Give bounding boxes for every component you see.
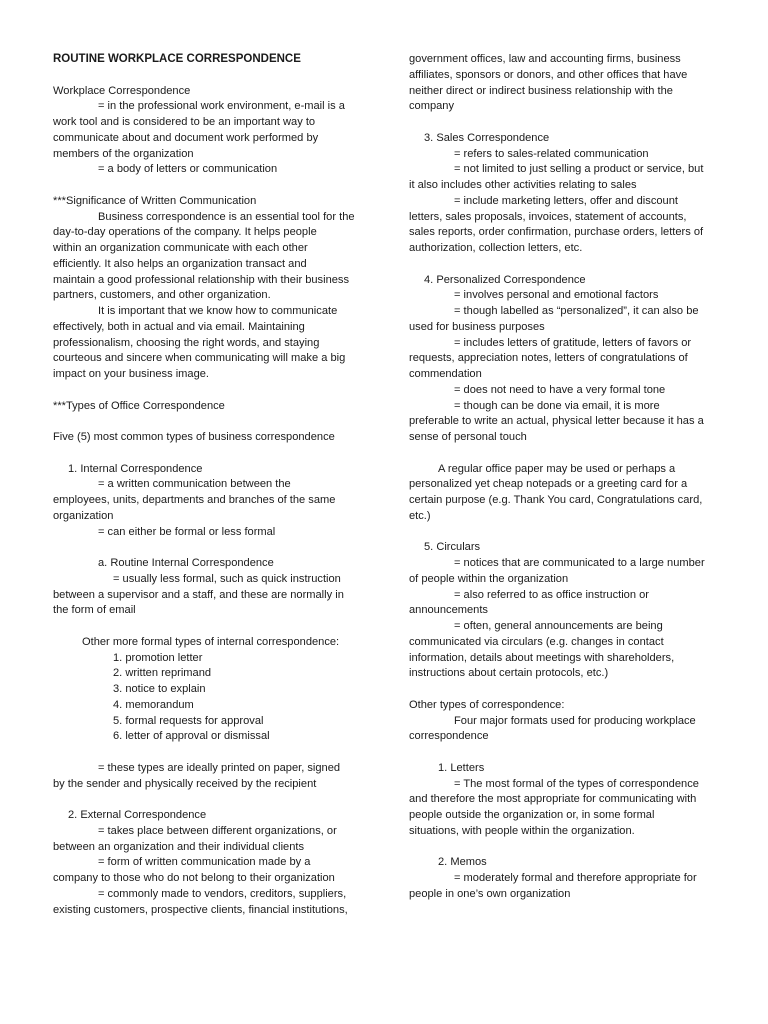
text-line: = includes letters of gratitude, letters of favors or bbox=[454, 336, 692, 349]
text-line: between a supervisor and a staff, and these are normally in bbox=[53, 588, 344, 601]
text-line: ***Significance of Written Communication bbox=[53, 194, 257, 207]
text-line: 1. Letters bbox=[438, 761, 485, 774]
text-line: = refers to sales-related communication bbox=[454, 147, 649, 160]
text-line: professionalism, choosing the right words, and staying bbox=[53, 336, 320, 349]
text-line: sales reports, order confirmation, purchase orders, letters of bbox=[409, 226, 704, 239]
blank-line bbox=[409, 257, 721, 273]
text-line: day-to-day operations of the company. It helps people bbox=[53, 226, 317, 239]
text-line: 2. written reprimand bbox=[113, 667, 212, 680]
text-line: company bbox=[409, 100, 455, 113]
text-line: people outside the organization or, in some formal bbox=[409, 809, 655, 821]
text-line: = in the professional work environment, e-mail is a bbox=[98, 100, 345, 113]
blank-line bbox=[409, 446, 721, 462]
blank-line bbox=[53, 619, 365, 635]
text-line: certain purpose (e.g. Thank You card, Congratulations card, bbox=[409, 494, 703, 506]
text-line: the form of email bbox=[53, 604, 136, 617]
text-line: it also includes other activities relating to sales bbox=[409, 179, 637, 191]
blank-line bbox=[409, 840, 721, 856]
text-line: = commonly made to vendors, creditors, suppliers, bbox=[98, 887, 347, 900]
text-line: = also referred to as office instruction or bbox=[454, 588, 649, 601]
text-line: members of the organization bbox=[53, 147, 194, 160]
left-column bbox=[53, 52, 365, 918]
text-line: It is important that we know how to communicate bbox=[98, 305, 338, 317]
text-line: Workplace Correspondence bbox=[53, 84, 191, 97]
blank-line bbox=[53, 68, 365, 84]
text-line: = The most formal of the types of correspondence bbox=[454, 777, 699, 790]
text-line: 4. memorandum bbox=[113, 698, 194, 711]
right-column bbox=[409, 52, 721, 903]
text-line: 2. Memos bbox=[438, 856, 487, 869]
text-line: Five (5) most common types of business correspondence bbox=[53, 431, 335, 443]
text-line: efficiently. It also helps an organization transact and bbox=[53, 257, 307, 270]
text-line: = though can be done via email, it is more bbox=[454, 399, 660, 412]
text-line: 5. Circulars bbox=[424, 541, 481, 554]
text-line: letters, sales proposals, invoices, statement of accounts, bbox=[409, 210, 687, 223]
text-line: requests, appreciation notes, letters of congratulations of bbox=[409, 352, 688, 365]
text-line: work tool and is considered to be an important way to bbox=[53, 116, 316, 128]
text-line: = these types are ideally printed on paper, signed bbox=[98, 761, 341, 774]
text-line: = takes place between different organizations, or bbox=[98, 824, 337, 837]
blank-line bbox=[409, 525, 721, 541]
text-line: = often, general announcements are being bbox=[454, 620, 663, 632]
text-line: preferable to write an actual, physical letter because it has a bbox=[409, 415, 704, 428]
text-line: 3. Sales Correspondence bbox=[424, 131, 550, 144]
text-line: = include marketing letters, offer and discount bbox=[454, 194, 678, 207]
text-line: personalized yet cheap notepads or a greeting card for a bbox=[409, 478, 688, 491]
text-line: maintain a good professional relationship with their business bbox=[53, 273, 350, 286]
text-line: = though labelled as “personalized”, it can also be bbox=[454, 305, 699, 317]
text-line: effectively, both in actual and via email. Maintaining bbox=[53, 320, 305, 333]
text-line: and therefore the most appropriate for communicating with bbox=[409, 793, 697, 806]
text-line: communicate about and document work performed by bbox=[53, 131, 319, 144]
text-line: affiliates, sponsors or donors, and other offices that have bbox=[409, 68, 688, 81]
text-line: = usually less formal, such as quick instruction bbox=[113, 572, 341, 585]
text-line: organization bbox=[53, 509, 114, 522]
text-line: ***Types of Office Correspondence bbox=[53, 399, 225, 412]
text-line: instructions about certain protocols, etc.) bbox=[409, 667, 609, 680]
blank-line bbox=[53, 383, 365, 399]
text-line: 6. letter of approval or dismissal bbox=[113, 730, 270, 743]
text-line: between an organization and their individual clients bbox=[53, 840, 305, 853]
text-line: sense of personal touch bbox=[409, 431, 527, 443]
text-line: = notices that are communicated to a large number bbox=[454, 557, 705, 569]
text-line: existing customers, prospective clients, financial institutions, bbox=[53, 903, 348, 916]
blank-line bbox=[53, 414, 365, 430]
text-line: = a body of letters or communication bbox=[98, 163, 278, 176]
blank-line bbox=[53, 745, 365, 761]
text-line: Business correspondence is an essential tool for the bbox=[98, 210, 355, 223]
text-line: 2. External Correspondence bbox=[68, 809, 207, 821]
text-line: = involves personal and emotional factors bbox=[454, 289, 659, 302]
text-line: partners, customers, and other organization. bbox=[53, 289, 271, 302]
text-line: = a written communication between the bbox=[98, 478, 291, 491]
blank-line bbox=[409, 115, 721, 131]
blank-line bbox=[53, 446, 365, 462]
text-line: 3. notice to explain bbox=[113, 683, 206, 695]
blank-line bbox=[53, 178, 365, 194]
blank-line bbox=[53, 540, 365, 556]
text-line: company to those who do not belong to their organization bbox=[53, 872, 335, 884]
text-line: by the sender and physically received by the recipient bbox=[53, 777, 317, 790]
text-line: government offices, law and accounting firms, business bbox=[409, 53, 681, 65]
text-line: a. Routine Internal Correspondence bbox=[98, 557, 274, 569]
text-line: commendation bbox=[409, 368, 482, 380]
blank-line bbox=[409, 745, 721, 761]
text-line: within an organization communicate with each other bbox=[53, 242, 308, 254]
text-line: information, details about meetings with shareholders, bbox=[409, 651, 675, 664]
text-line: = not limited to just selling a product or service, but bbox=[454, 163, 704, 176]
text-line: = can either be formal or less formal bbox=[98, 525, 276, 538]
text-line: employees, units, departments and branches of the same bbox=[53, 494, 336, 506]
text-line: announcements bbox=[409, 604, 488, 617]
text-line: courteous and sincere when communicating will make a big bbox=[53, 352, 346, 365]
blank-line bbox=[53, 792, 365, 808]
text-line: = moderately formal and therefore appropriate for bbox=[454, 872, 697, 884]
document-title: ROUTINE WORKPLACE CORRESPONDENCE bbox=[53, 53, 301, 65]
text-line: 4. Personalized Correspondence bbox=[424, 273, 586, 286]
text-line: Other types of correspondence: bbox=[409, 698, 565, 711]
text-line: 1. promotion letter bbox=[113, 651, 203, 664]
text-line: 5. formal requests for approval bbox=[113, 714, 264, 727]
text-line: = does not need to have a very formal tone bbox=[454, 383, 666, 396]
text-line: = form of written communication made by a bbox=[98, 856, 311, 869]
text-line: 1. Internal Correspondence bbox=[68, 462, 203, 475]
text-line: etc.) bbox=[409, 509, 431, 522]
text-line: communicated via circulars (e.g. changes in contact bbox=[409, 635, 664, 648]
text-line: situations, with people within the organization. bbox=[409, 824, 635, 837]
text-line: authorization, collection letters, etc. bbox=[409, 242, 583, 254]
text-line: neither direct or indirect business relationship with the bbox=[409, 84, 673, 97]
text-line: Other more formal types of internal correspondence: bbox=[82, 635, 340, 648]
text-line: Four major formats used for producing workplace bbox=[454, 714, 696, 727]
text-line: used for business purposes bbox=[409, 320, 545, 333]
text-line: impact on your business image. bbox=[53, 368, 210, 380]
text-line: people in one’s own organization bbox=[409, 887, 571, 900]
text-line: A regular office paper may be used or perhaps a bbox=[438, 462, 676, 475]
text-line: of people within the organization bbox=[409, 572, 569, 585]
text-line: correspondence bbox=[409, 730, 489, 743]
blank-line bbox=[409, 682, 721, 698]
